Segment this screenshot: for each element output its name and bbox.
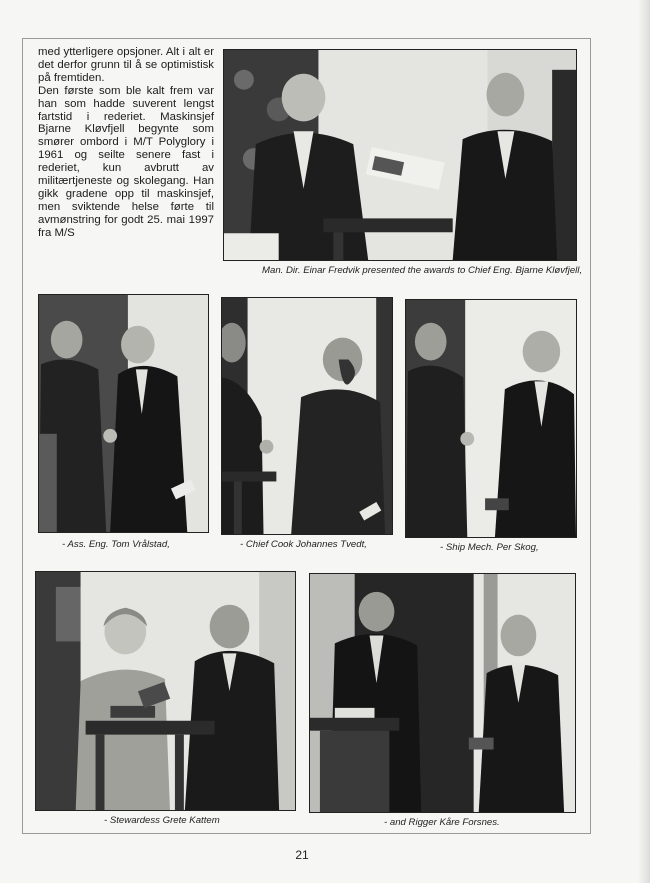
page-edge-shadow [638,0,650,883]
intro-text [38,46,214,240]
photo-handshake-tvedt [221,297,393,535]
page-number: 21 [295,848,309,862]
caption-bottom-left: - Stewardess Grete Kattem [104,815,220,826]
caption-bottom-right: - and Rigger Kåre Forsnes. [384,817,500,828]
intro-paragraph-1: med ytterligere opsjoner. Alt i alt er det derfor grunn til å se optimistisk på fremtiden. [38,46,214,84]
intro-paragraph-2: Den første som ble kalt frem var han som hadde suverent lengst fartstid i rederiet. Maskinsjef Bjarne Kløvfjell begynte som smører ombord i M/T Polyglory i 1961 og seilte senere fast i rederiet, kun avbrutt av militærtjeneste og skolegang. Han gikk gradene opp til maskinsjef, men sviktende helse førte til avmønstring for godt 25. mai 1997 fra M/S [38,84,214,239]
photo-handshake-skog [405,299,577,538]
caption-middle-left: - Ass. Eng. Tom Vrålstad, [62,539,170,550]
photo-award-forsnes [309,573,576,813]
photo-award-kattem [35,571,296,811]
caption-middle-center: - Chief Cook Johannes Tvedt, [240,539,367,550]
caption-middle-right: - Ship Mech. Per Skog, [440,542,539,553]
caption-top: Man. Dir. Einar Fredvik presented the awards to Chief Eng. Bjarne Kløvfjell, [262,265,583,276]
photo-award-presentation-main [223,49,577,261]
photo-handshake-vralstad [38,294,209,533]
